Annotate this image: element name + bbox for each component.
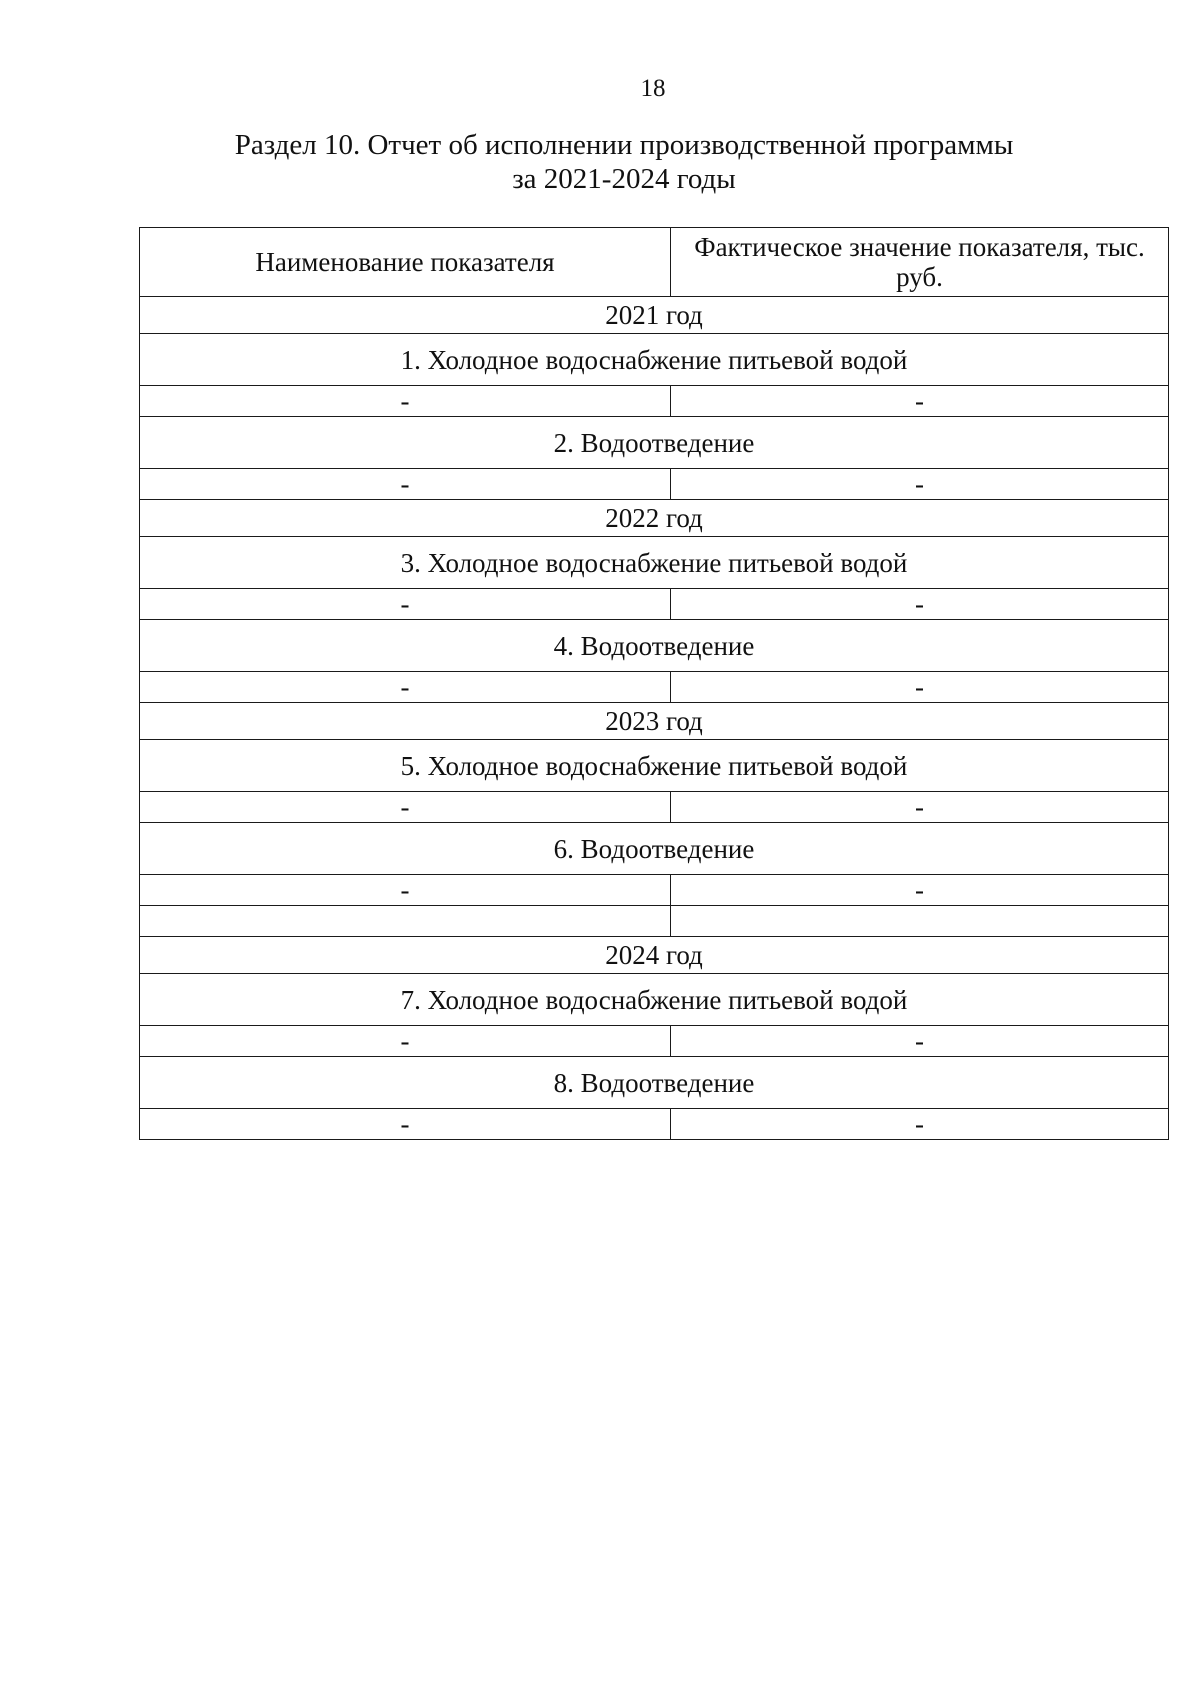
section-label: 6. Водоотведение: [140, 823, 1169, 875]
document-title: [0, 128, 1200, 196]
indicator-name-cell: -: [140, 875, 671, 906]
report-table: [139, 227, 1169, 1140]
year-row: [140, 500, 1169, 537]
table-row: [140, 875, 1169, 906]
header-actual-value: Фактическое значение показателя, тыс. руб.: [671, 228, 1169, 297]
indicator-name-cell: -: [140, 1109, 671, 1140]
year-label: 2021 год: [140, 297, 1169, 334]
actual-value-cell: -: [671, 875, 1169, 906]
section-label: 4. Водоотведение: [140, 620, 1169, 672]
actual-value-cell: [671, 906, 1169, 937]
indicator-name-cell: -: [140, 469, 671, 500]
section-row: [140, 334, 1169, 386]
title-line-1: Раздел 10. Отчет об исполнении производственной программы: [234, 129, 1014, 161]
table-row: [140, 672, 1169, 703]
actual-value-cell: -: [671, 1109, 1169, 1140]
table-row: [140, 1026, 1169, 1057]
indicator-name-cell: -: [140, 792, 671, 823]
indicator-name-cell: -: [140, 1026, 671, 1057]
table-row: [140, 792, 1169, 823]
section-row: [140, 823, 1169, 875]
table-header-row: [140, 228, 1169, 297]
actual-value-cell: -: [671, 469, 1169, 500]
year-label: 2022 год: [140, 500, 1169, 537]
actual-value-cell: -: [671, 792, 1169, 823]
actual-value-cell: -: [671, 589, 1169, 620]
report-table-body: [140, 228, 1169, 1140]
year-row: [140, 703, 1169, 740]
section-label: 2. Водоотведение: [140, 417, 1169, 469]
indicator-name-cell: -: [140, 589, 671, 620]
table-row: [140, 906, 1169, 937]
year-label: 2024 год: [140, 937, 1169, 974]
title-line-2: за 2021-2024 годы: [512, 163, 736, 195]
actual-value-cell: -: [671, 386, 1169, 417]
page-number: 18: [640, 75, 666, 102]
table-row: [140, 469, 1169, 500]
section-label: 1. Холодное водоснабжение питьевой водой: [140, 334, 1169, 386]
actual-value-cell: -: [671, 672, 1169, 703]
actual-value-cell: -: [671, 1026, 1169, 1057]
year-row: [140, 937, 1169, 974]
section-label: 7. Холодное водоснабжение питьевой водой: [140, 974, 1169, 1026]
section-label: 3. Холодное водоснабжение питьевой водой: [140, 537, 1169, 589]
indicator-name-cell: -: [140, 672, 671, 703]
section-row: [140, 417, 1169, 469]
table-row: [140, 386, 1169, 417]
indicator-name-cell: [140, 906, 671, 937]
table-row: [140, 1109, 1169, 1140]
indicator-name-cell: -: [140, 386, 671, 417]
section-label: 8. Водоотведение: [140, 1057, 1169, 1109]
table-row: [140, 589, 1169, 620]
year-label: 2023 год: [140, 703, 1169, 740]
section-row: [140, 974, 1169, 1026]
section-row: [140, 1057, 1169, 1109]
year-row: [140, 297, 1169, 334]
section-row: [140, 537, 1169, 589]
section-row: [140, 620, 1169, 672]
section-row: [140, 740, 1169, 792]
section-label: 5. Холодное водоснабжение питьевой водой: [140, 740, 1169, 792]
header-indicator-name: Наименование показателя: [140, 228, 671, 297]
